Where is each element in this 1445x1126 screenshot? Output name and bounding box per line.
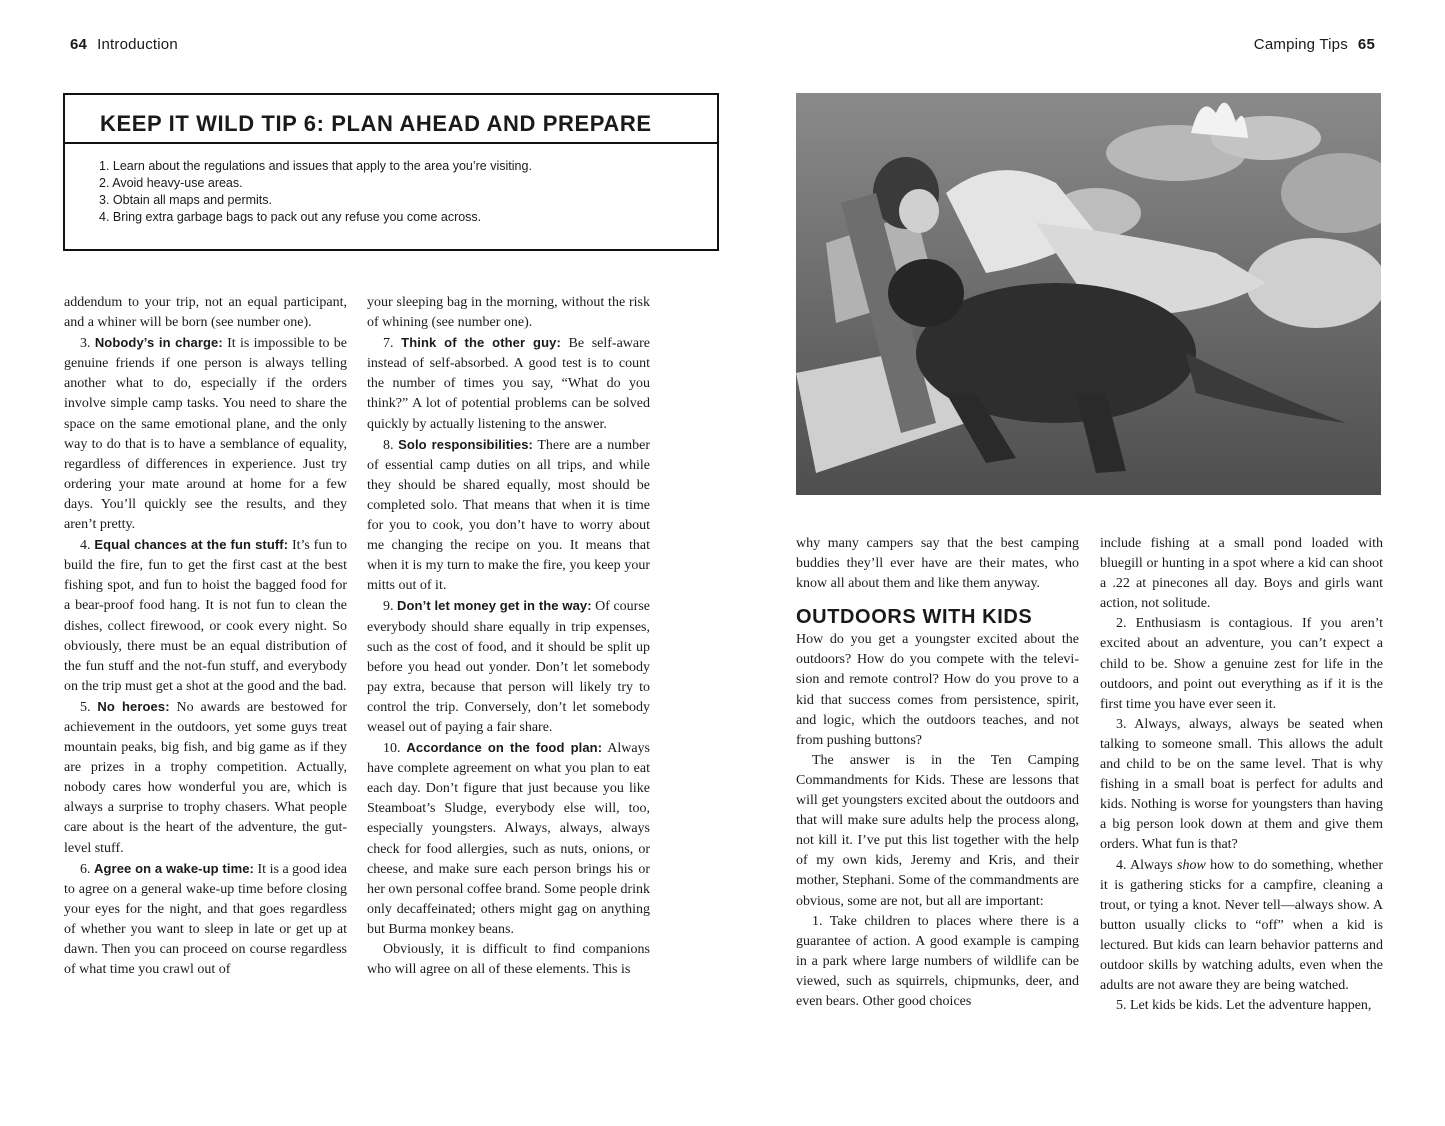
rule-number: 10. bbox=[383, 741, 407, 757]
commandment-1: 1. Take children to places where there is a guarantee of action. A good example is camping in a park where large numbers of wildlife can be viewed, such as squirrels, chipmunks, deer, and even bears. Other good choices bbox=[796, 913, 1079, 1009]
rule-number: 3. bbox=[80, 336, 95, 352]
rule-paragraph-5 bbox=[64, 697, 347, 859]
rule-heading: Agree on a wake-up time: bbox=[94, 860, 254, 876]
right-column-1 bbox=[796, 534, 1079, 1012]
page-number-right: 65 bbox=[1357, 36, 1375, 53]
rule-body: No awards are bestowed for achievement in the outdoors, yet some guys treat mountain peaks, big fish, and big game as if they are prizes in a trophy competition. Actually, nobody cares how wonderful you are, which is always a surprise to trophy chasers. What people care about is the heart of the adventure, the gut-level stuff. bbox=[64, 699, 347, 856]
paragraph: include fishing at a small pond loaded with bluegill or hunting in a spot where a kid can shoot a .22 at pinecones all day. Boys and girls want action, not solitude. bbox=[1100, 536, 1383, 612]
rule-body: Of course everybody should share equally in trip expenses, such as the cost of food, and it should be split up before you head out yonder. Don’t let somebody pay extra, because that person will likely try to control the trip. Conversely, don’t let somebody weasel out of paying a fair share. bbox=[367, 599, 651, 735]
tip-box bbox=[63, 93, 719, 251]
rule-number: 4. bbox=[80, 538, 95, 554]
rule-paragraph-6 bbox=[64, 859, 347, 981]
running-header-right bbox=[1254, 36, 1375, 53]
rule-number: 5. bbox=[80, 699, 98, 715]
emphasis: show bbox=[1177, 857, 1206, 873]
running-header-left bbox=[70, 36, 178, 53]
commandment-4 bbox=[1100, 856, 1383, 997]
tip-list bbox=[65, 144, 717, 226]
commandment-text: how to do something, whether it is gathering sticks for a campfire, cleaning a trout, or tying a knot. Never tell—always show. A button usually clicks to “off” when a kid is lectured. But kids can learn behavior patterns and outdoor skills by watching adults, even when the adults are not aware they are being watched. bbox=[1100, 857, 1384, 994]
rule-paragraph-8 bbox=[367, 435, 650, 597]
rule-body: It is impossible to be genuine friends if one person is always telling another what to do, especially if the orders involve simple camp tasks. You need to share the space on the same emotional plane, and the only way to do that is to have a semblance of equality, regardless of differences in experience. Just try ordering your mate around at home for a few days. You’ll quickly see the results, and they aren’t pretty. bbox=[64, 336, 347, 533]
paragraph: your sleeping bag in the morning, without the risk of whining (see number one). bbox=[367, 295, 650, 331]
rule-paragraph-10 bbox=[367, 738, 650, 940]
section-heading: OUTDOORS WITH KIDS bbox=[796, 606, 1033, 629]
photo-illustration bbox=[796, 93, 1381, 495]
paragraph: How do you get a youngster excited about the outdoors? How do you compete with the television and remote control? How do you prove to a kid that success comes from persistence, spirit, and logic, which the outdoors teaches, and not from pushing buttons? bbox=[796, 632, 1079, 748]
paragraph: why many campers say that the best camping buddies they’ll ever have are their mates, who know all about them and like them anyway. bbox=[796, 536, 1079, 592]
page-number-left: 64 bbox=[70, 36, 88, 53]
paragraph: addendum to your trip, not an equal participant, and a whiner will be born (see number one). bbox=[64, 295, 347, 331]
paragraph: The answer is in the Ten Camping Commandments for Kids. These are lessons that will get youngsters excited about the outdoors and that will make sure adults help the process along, not kill it. I’ve put this list together with the help of my own kids, Jeremy and Kris, and their mother, Stephani. Some of the commandments are obvious, some are not, but all are important: bbox=[796, 752, 1079, 909]
right-column-2 bbox=[1100, 534, 1383, 1016]
commandment-2: 2. Enthusiasm is contagious. If you aren’t excited about an adventure, you can’t expect a child to be. Show a genuine zest for life in the outdoors, and point out everything as if it is the first time you have ever seen it. bbox=[1100, 616, 1383, 712]
commandment-3: 3. Always, always, always be seated when talking to someone small. This allows the adult and child to be on the same level. That is why fishing in a small boat is perfect for adults and kids. Nothing is worse for youngsters than having a big person look down at them and give them orders. What fun is that? bbox=[1100, 716, 1383, 853]
rule-paragraph-7 bbox=[367, 333, 650, 434]
rule-body: There are a number of essential camp duties on all trips, and while they should be shared equally, most should be completed solo. That means that when it is time for you to cook, you don’t have to worry about me changing the recipe on you. It means that when it is my turn to make the fire, you keep your mitts out of it. bbox=[367, 437, 650, 594]
left-column-2 bbox=[367, 293, 650, 980]
rule-paragraph-3 bbox=[64, 333, 347, 535]
tip-item: 1. Learn about the regulations and issues that apply to the area you’re visiting. bbox=[99, 159, 532, 173]
rule-heading: Don’t let money get in the way: bbox=[397, 598, 592, 614]
rule-heading: Think of the other guy: bbox=[401, 335, 561, 351]
rule-number: 6. bbox=[80, 861, 95, 877]
rule-paragraph-4 bbox=[64, 535, 347, 697]
tip-item: 2. Avoid heavy-use areas. bbox=[99, 176, 243, 190]
paragraph: Obviously, it is difficult to find companions who will agree on all of these elements. This is bbox=[367, 942, 650, 978]
commandment-5: 5. Let kids be kids. Let the adventure happen, bbox=[1116, 998, 1372, 1014]
rule-number: 7. bbox=[383, 336, 402, 352]
rule-number: 9. bbox=[383, 599, 398, 615]
rule-paragraph-9 bbox=[367, 596, 650, 738]
rule-body: It’s fun to build the fire, fun to get the first cast at the best fishing spot, and fun to hoist the bagged food for a bear-proof food hang. It is not fun to clean the dishes, collect firewood, or cook every night. So obviously, there must be an equal distribution of the fun stuff and the not-fun stuff, and everybody on the trip must get a shot at the good and the bad. bbox=[64, 538, 348, 694]
chapter-title-right: Camping Tips bbox=[1253, 36, 1348, 53]
rule-heading: Nobody’s in charge: bbox=[94, 335, 223, 351]
tip-box-title: KEEP IT WILD TIP 6: PLAN AHEAD AND PREPARE bbox=[65, 95, 717, 144]
tip-item: 4. Bring extra garbage bags to pack out any refuse you come across. bbox=[99, 210, 482, 224]
commandment-text: 4. Always bbox=[1116, 857, 1178, 873]
rule-heading: Accordance on the food plan: bbox=[406, 740, 603, 756]
rule-body: It is a good idea to agree on a general wake-up time before closing your eyes for the night, and that goes regardless of whether you want to sleep in late or get up at dawn. Then you can proceed on course regardless of what time you crawl out of bbox=[64, 861, 348, 978]
rule-heading: Solo responsibilities: bbox=[398, 436, 533, 452]
chapter-title-left: Introduction bbox=[97, 36, 178, 53]
left-column-1 bbox=[64, 293, 347, 980]
rule-body: Always have complete agreement on what you plan to eat each day. Don’t figure that just because you like Steamboat’s Sludge, everybody else will, too, especially youngsters. Always, always, always check for food allergies, such as nuts, onions, or cheese, and make sure each person brings his or her own personal coffee brand. Some people drink only decaffeinated; others might gag on anything but Burma monkey beans. bbox=[367, 741, 650, 937]
rule-heading: No heroes: bbox=[97, 698, 170, 714]
rule-body: Be self-aware instead of self-absorbed. A good test is to count the number of times you say, “What do you think?” A lot of potential problems can be solved quickly by actually listening to the answer. bbox=[367, 336, 651, 432]
rule-number: 8. bbox=[383, 437, 399, 453]
tip-item: 3. Obtain all maps and permits. bbox=[99, 193, 272, 207]
rule-heading: Equal chances at the fun stuff: bbox=[94, 537, 289, 553]
photo-child-dog-campfire bbox=[796, 93, 1381, 495]
